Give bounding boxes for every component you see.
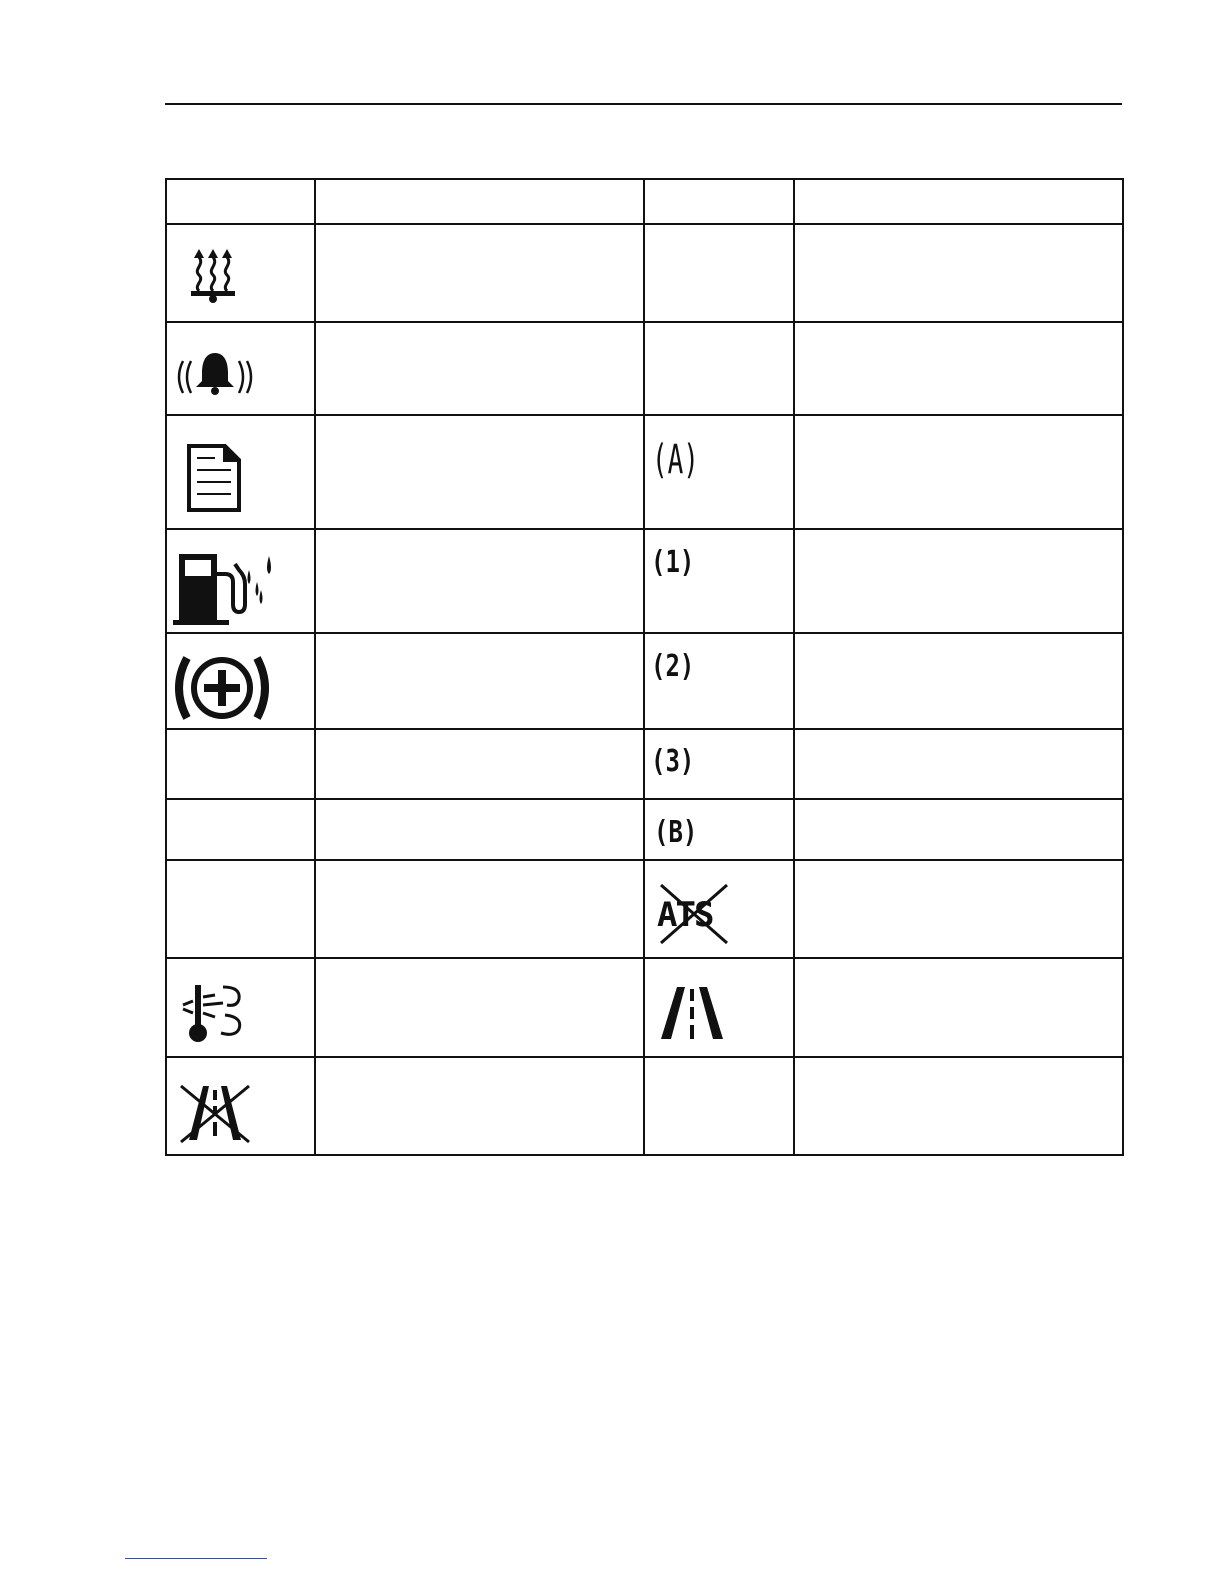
description-cell (794, 529, 1123, 633)
header-rule (165, 103, 1122, 105)
header-cell (315, 179, 644, 224)
description-cell (794, 322, 1123, 415)
code-cell (644, 1057, 794, 1155)
code-cell (644, 799, 794, 860)
temperature-wind-icon (181, 983, 249, 1043)
description-cell (794, 860, 1123, 958)
document-icon (187, 444, 241, 512)
icon-cell (166, 529, 315, 633)
description-cell (315, 958, 644, 1057)
description-cell (794, 1057, 1123, 1155)
table-row (166, 729, 1123, 799)
table-row (166, 633, 1123, 729)
description-cell (794, 799, 1123, 860)
code-cell (644, 958, 794, 1057)
header-cell (794, 179, 1123, 224)
icon-cell (166, 415, 315, 529)
icon-cell (166, 224, 315, 322)
icon-cell (166, 958, 315, 1057)
icon-cell (166, 860, 315, 958)
table-row (166, 1057, 1123, 1155)
table-header-row (166, 179, 1123, 224)
icon-cell (166, 633, 315, 729)
code-label-a: (A) (652, 437, 699, 483)
code-label-2: (2) (651, 649, 695, 684)
icon-cell (166, 799, 315, 860)
code-label-3: (3) (651, 744, 695, 779)
description-cell (315, 860, 644, 958)
description-cell (315, 529, 644, 633)
code-cell (644, 322, 794, 415)
table-row (166, 958, 1123, 1057)
description-cell (794, 224, 1123, 322)
table-row (166, 415, 1123, 529)
table-row (166, 529, 1123, 633)
table-row (166, 860, 1123, 958)
code-label-1: (1) (651, 545, 695, 580)
header-cell (644, 179, 794, 224)
ats-crossed-icon (657, 883, 729, 945)
icon-cell (166, 1057, 315, 1155)
icon-cell (166, 322, 315, 415)
description-cell (315, 415, 644, 529)
description-cell (315, 799, 644, 860)
fuel-water-icon (173, 550, 277, 626)
code-cell (644, 415, 794, 529)
description-cell (315, 322, 644, 415)
code-cell (644, 729, 794, 799)
description-cell (315, 224, 644, 322)
description-cell (794, 958, 1123, 1057)
description-cell (794, 633, 1123, 729)
code-cell (644, 529, 794, 633)
code-label-b: (B) (654, 815, 698, 850)
symbol-table (165, 178, 1124, 1156)
rear-defrost-icon (187, 247, 239, 305)
code-cell (644, 633, 794, 729)
code-cell (644, 860, 794, 958)
header-cell (166, 179, 315, 224)
table-row (166, 224, 1123, 322)
ats-label: ATS (657, 895, 713, 935)
road-icon (661, 985, 723, 1041)
description-cell (315, 633, 644, 729)
table-row (166, 799, 1123, 860)
table-row (166, 322, 1123, 415)
footer-link-underline (125, 1558, 267, 1559)
alarm-bell-icon (175, 349, 255, 397)
icon-cell (166, 729, 315, 799)
description-cell (794, 729, 1123, 799)
code-cell (644, 224, 794, 322)
brake-circle-icon (173, 652, 271, 724)
road-crossed-icon (179, 1082, 251, 1144)
description-cell (315, 1057, 644, 1155)
description-cell (794, 415, 1123, 529)
description-cell (315, 729, 644, 799)
